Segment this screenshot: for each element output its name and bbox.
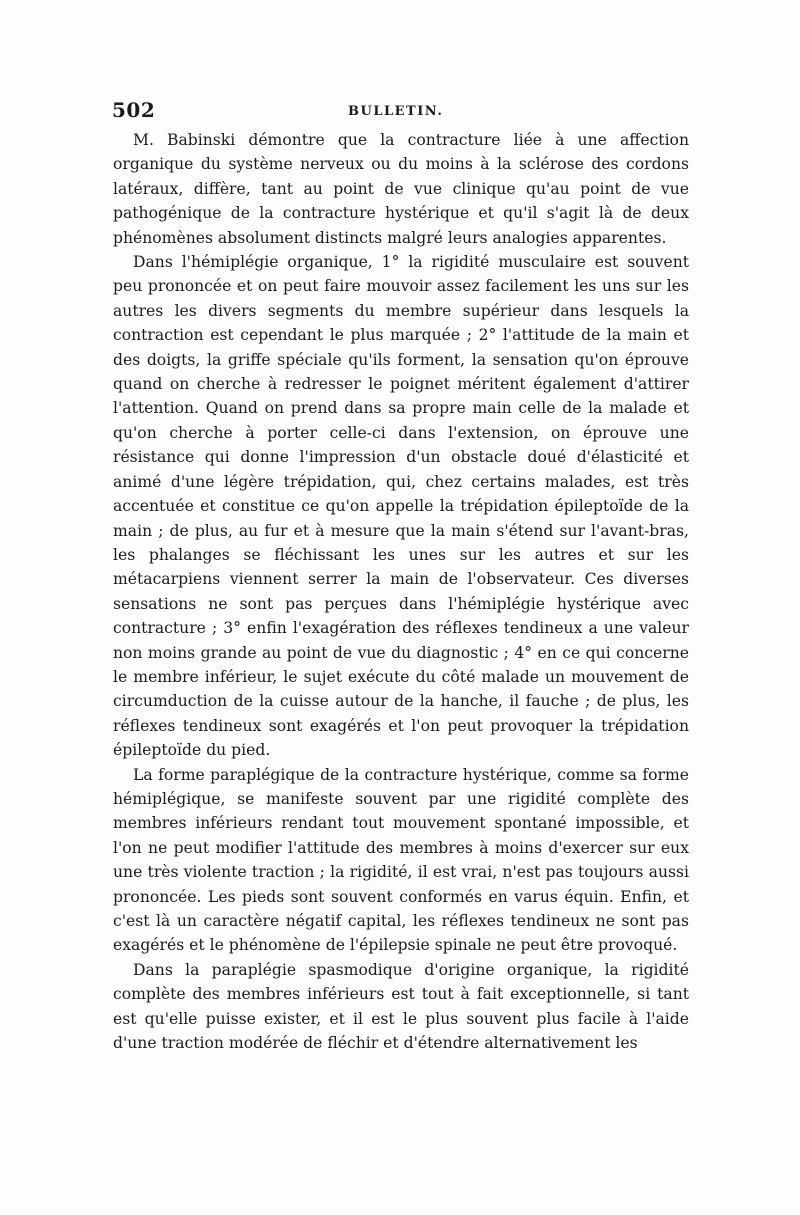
paragraph-paraplegie-spasmodique: Dans la paraplégie spasmodique d'origine organique, la rigidité complète des membres inférieurs est tout à fait exceptionnelle, si tant est qu'elle puisse exister, et il est le plus souvent plus facile à l'aide d'une traction modérée de fléchir et d'étendre alternativement les [113, 960, 689, 1053]
paragraph-forme-paraplegique: La forme paraplégique de la contracture hystérique, comme sa forme hémiplégique, se manifeste souvent par une rigidité complète des membres inférieurs rendant tout mouvement spontané impossible, et l'on ne peut modifier l'attitude des membres à moins d'exercer sur eux une très violente traction ; la rigidité, il est vrai, n'est pas toujours aussi prononcée. Les pieds sont souvent conformés en varus équin. Enfin, et c'est là un caractère négatif capital, les réflexes tendineux ne sont pas exagérés et le phénomène de l'épilepsie spinale ne peut être provoqué. [113, 765, 689, 955]
page-number: 502 [112, 98, 156, 122]
page-header [112, 98, 692, 128]
body-text [113, 128, 689, 1055]
paragraph-hemiplegie-organique: Dans l'hémiplégie organique, 1° la rigidité musculaire est souvent peu prononcée et on peut faire mouvoir assez facilement les uns sur les autres les divers segments du membre supérieur dans lesquels la contraction est cependant le plus marquée ; 2° l'attitude de la main et des doigts, la griffe spéciale qu'ils forment, la sensation qu'on éprouve quand on cherche à redresser le poignet méritent également d'attirer l'attention. Quand on prend dans sa propre main celle de la malade et qu'on cherche à porter celle-ci dans l'extension, on éprouve une résistance qui donne l'impression d'un obstacle doué d'élasticité et animé d'une légère trépidation, qui, chez certains malades, est très accentuée et constitue ce qu'on appelle la trépidation épileptoïde de la main ; de plus, au fur et à mesure que la main s'étend sur l'avant-bras, les phalanges se fléchissant les unes sur les autres et sur les métacarpiens viennent serrer la main de l'observateur. Ces diverses sensations ne sont pas perçues dans l'hémiplégie hystérique avec contracture ; 3° enfin l'exagération des réflexes tendineux a une valeur non moins grande au point de vue du diagnostic ; 4° en ce qui concerne le membre inférieur, le sujet exécute du côté malade un mouvement de circumduction de la cuisse autour de la hanche, il fauche ; de plus, les réflexes tendineux sont exagérés et l'on peut provoquer la trépidation épileptoïde du pied. [113, 253, 689, 760]
paragraph-babinski: M. Babinski démontre que la contracture liée à une affection organique du système nerveux ou du moins à la sclérose des cordons latéraux, diffère, tant au point de vue clinique qu'au point de vue pathogénique de la contracture hystérique et qu'il s'agit là de deux phénomènes absolument distincts malgré leurs analogies apparentes. [113, 131, 689, 247]
running-title: BULLETIN. [348, 104, 444, 119]
